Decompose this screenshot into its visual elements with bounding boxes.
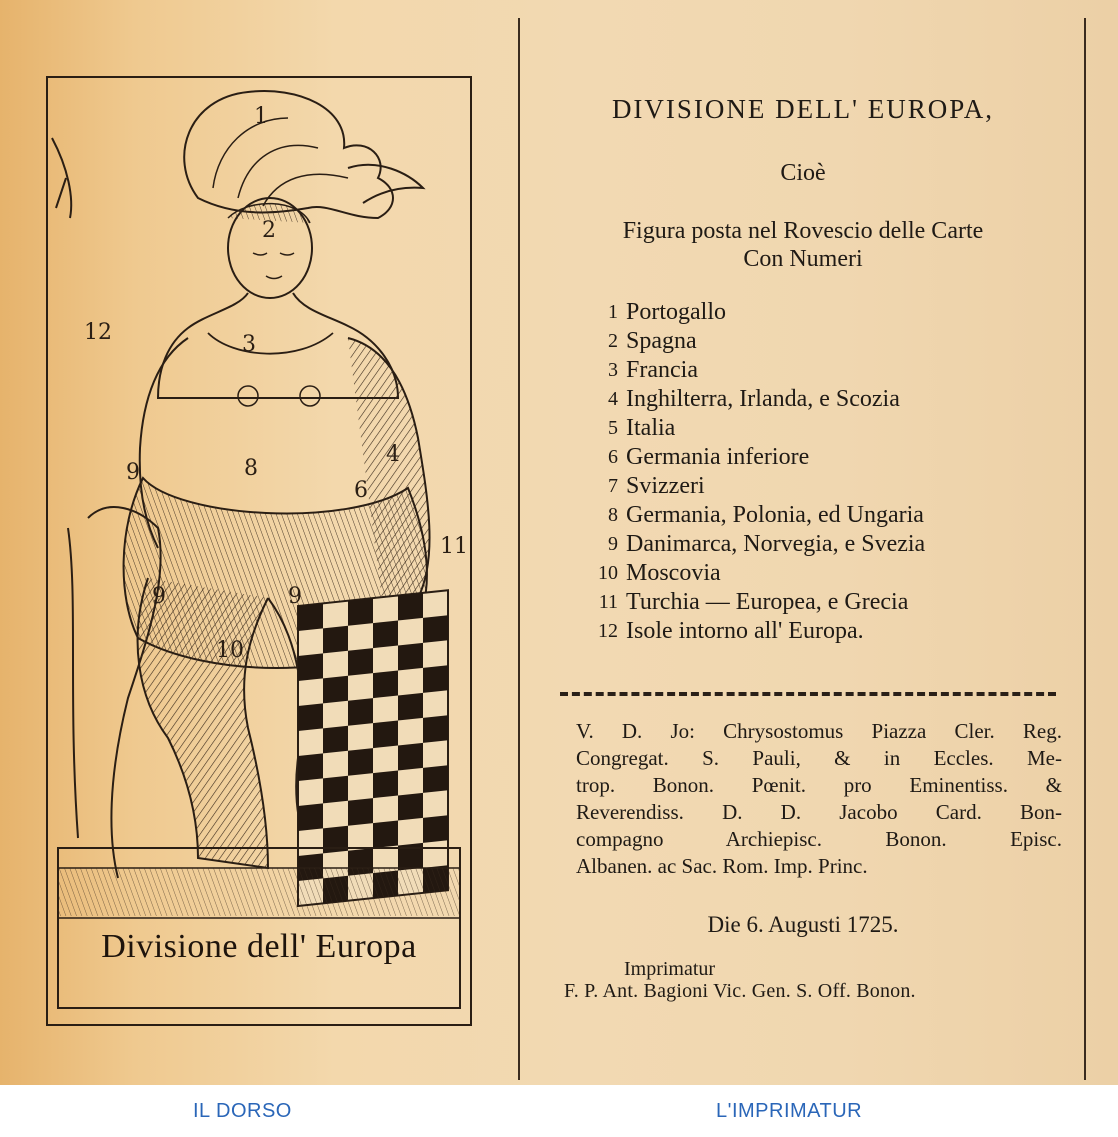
item-name: Svizzeri [626, 473, 705, 499]
item-name: Turchia — Europea, e Grecia [626, 589, 909, 615]
region-number: 2 [262, 218, 276, 243]
list-item [576, 501, 1076, 530]
approval-line: compagno Archiepisc. Bonon. Episc. [576, 827, 1062, 851]
list-item [576, 414, 1076, 443]
region-number: 6 [354, 478, 368, 503]
approval-line: Reverendiss. D. D. Jacobo Card. Bon- [576, 800, 1062, 824]
item-number: 8 [608, 504, 618, 526]
caption-right: L'IMPRIMATUR [716, 1100, 863, 1122]
signer-line: F. P. Ant. Bagioni Vic. Gen. S. Off. Bonon. [564, 980, 916, 1002]
region-number: 1 [254, 104, 268, 129]
region-number: 4 [386, 442, 400, 467]
list-item [576, 327, 1076, 356]
item-number: 10 [598, 562, 618, 584]
item-number: 11 [598, 591, 618, 613]
list-item [576, 298, 1076, 327]
dashed-rule [560, 692, 1056, 696]
item-name: Inghilterra, Irlanda, e Scozia [626, 386, 900, 412]
list-item [576, 356, 1076, 385]
subtitle-cioe: Cioè [780, 160, 826, 186]
item-number: 2 [608, 330, 618, 352]
woodcut-caption: Divisione dell' Europa [101, 928, 417, 965]
item-name: Francia [626, 357, 698, 383]
item-name: Germania inferiore [626, 444, 810, 470]
list-item [576, 617, 1076, 646]
list-item [576, 472, 1076, 501]
region-number: 11 [440, 534, 468, 559]
region-number: 12 [84, 320, 112, 345]
item-name: Spagna [626, 328, 697, 354]
item-number: 1 [608, 301, 618, 323]
plume [184, 91, 393, 218]
item-name: Portogallo [626, 299, 726, 325]
approval-line: trop. Bonon. Pœnit. pro Eminentiss. & [576, 773, 1062, 797]
item-number: 6 [608, 446, 618, 468]
subtitle-line-1: Figura posta nel Rovescio delle Carte [622, 218, 984, 244]
item-number: 5 [608, 417, 618, 439]
country-list [576, 298, 1076, 646]
approval-line: Congregat. S. Pauli, & in Eccles. Me- [576, 746, 1062, 770]
item-name: Moscovia [626, 560, 721, 586]
woodcut-illustration [48, 78, 470, 1024]
region-number: 8 [244, 456, 258, 481]
date-line: Die 6. Augusti 1725. [707, 912, 899, 937]
region-number: 9 [126, 460, 140, 485]
imprimatur-page [520, 0, 1086, 1085]
approval-paragraph [576, 718, 1062, 880]
woodcut-card-back [46, 76, 472, 1026]
item-name: Isole intorno all' Europa. [626, 618, 864, 644]
item-number: 9 [608, 533, 618, 555]
checkerboard [298, 590, 448, 906]
region-number: 10 [216, 638, 244, 663]
region-number: 9 [288, 584, 302, 609]
region-number: 3 [242, 332, 256, 357]
region-number: 9 [152, 584, 166, 609]
item-number: 3 [608, 359, 618, 381]
approval-line: V. D. Jo: Chrysostomus Piazza Cler. Reg. [576, 719, 1062, 743]
item-name: Italia [626, 415, 676, 441]
subtitle-line-2: Con Numeri [743, 246, 863, 272]
caption-left: IL DORSO [193, 1100, 292, 1122]
list-item [576, 530, 1076, 559]
approval-line: Albanen. ac Sac. Rom. Imp. Princ. [576, 854, 868, 878]
list-item [576, 588, 1076, 617]
list-item [576, 443, 1076, 472]
list-item [576, 559, 1076, 588]
item-number: 12 [598, 620, 618, 642]
item-name: Danimarca, Norvegia, e Svezia [626, 531, 926, 557]
page-title: DIVISIONE DELL' EUROPA, [611, 94, 995, 124]
item-number: 7 [608, 475, 618, 497]
imprimatur-label: Imprimatur [624, 958, 716, 980]
item-number: 4 [608, 388, 618, 410]
item-name: Germania, Polonia, ed Ungaria [626, 502, 924, 528]
list-item [576, 385, 1076, 414]
